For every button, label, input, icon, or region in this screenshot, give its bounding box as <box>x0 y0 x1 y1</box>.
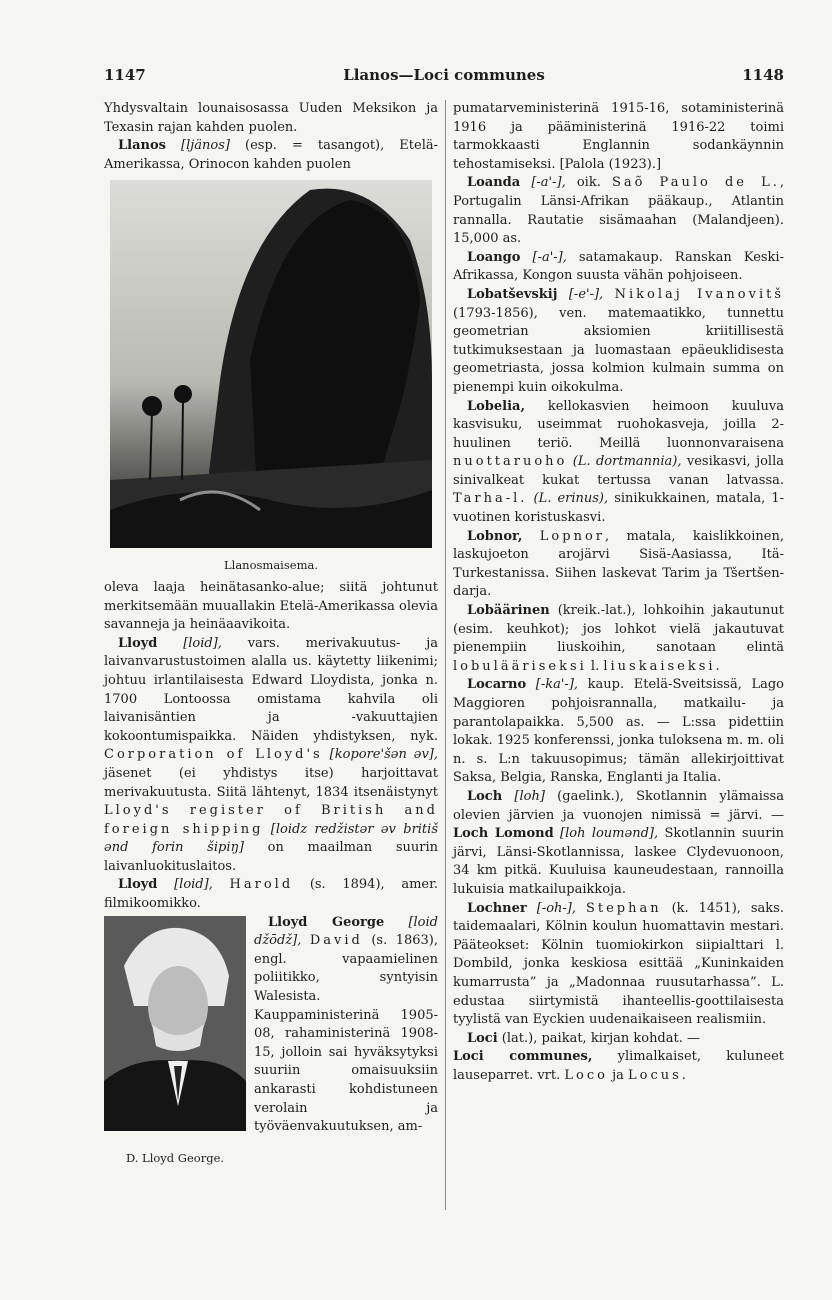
spaced-term: Lopnor <box>539 528 605 544</box>
headword: Lobelia, <box>467 398 525 414</box>
pronunciation: [kopore'šən əv], <box>322 747 438 763</box>
pronunciation: [-oh-], <box>536 900 576 916</box>
entry-text: (esp. = tasangot), Etelä-Amerikassa, Orinocon kahden puolen <box>104 138 438 172</box>
entry-lobaarinen <box>453 602 784 676</box>
pronunciation: [loh loumənd], <box>553 826 659 842</box>
spaced-term: Stephan <box>585 900 662 916</box>
entry-text: kaup. Etelä-Sveitsissä, Lago Maggioren pohjoisrannalla, matkailu- ja parantolapaikka. 5,500 as. — L:ssa pidettiin lokak. 1925 konferenssi, jonka tuloksena m. m. oli n. s. L:n takuusopimus; tämän allekirjoittivat Saksa, Belgia, Ranska, Englanti ja Italia. <box>453 677 784 786</box>
entry-text: , matala, kaislikkoinen, laskujoeton arojärvi Sisä-Aasiassa, Itä-Turkestanissa. Siihen laskevat Tarim ja Tšertšen-darja. <box>453 528 784 600</box>
entry-text: (gaelink.), Skotlannin ylämaissa olevien järvien ja vuonojen nimissä = järvi. — <box>453 788 784 823</box>
entry-lloyd <box>104 635 438 877</box>
headword: Lochner <box>467 900 527 916</box>
entry-text: (s. 1863), engl. vapaamielinen poliitikko, syntyisin Walesista. Kauppaministerinä 1905-08, rahaministerinä 1908-15, jolloin sai hyväksytyksi suuriin omaisuuksiin ankarasti kohdistuneen verolain ja työväenvakuutuksen, am- <box>254 933 438 1135</box>
spaced-term: Lloyd's register of British and foreign shipping <box>104 803 438 837</box>
headword: Lobäärinen <box>467 603 550 619</box>
entry-text: vesikasvi, jolla sinivalkeat kukat tertussa vanan latvassa. <box>453 454 784 488</box>
entry-loango <box>453 249 784 286</box>
spaced-term: Corporation of Lloyd's <box>104 747 323 763</box>
entry-text: (k. 1451), saks. taidemaalari, Kölnin koulun huomattavin mestari. Pääteokset: Kölnin tuomiokirkon siipialttari l. Dombild, jonka keskiosa esittää „Kuninkaiden kumarrusta” ja „Madonnaa ruusutarhassa”. L. edustaa siirtymistä ihanteellis-goottilaisesta tyylistä van Eyckien uudenaikaiseen realismiin. <box>453 900 784 1028</box>
column-divider <box>445 100 446 1210</box>
pronunciation: [loid], <box>183 635 222 651</box>
entry-continuation: pumatarveministerinä 1915-16, sotaministerinä 1916 ja pääministerinä 1916-22 toimi tarmokkaasti Englannin sodankäynnin tehostamiseksi. [Palola (1923).] <box>453 101 784 172</box>
headword: Loanda <box>467 175 521 191</box>
entry-loci <box>453 1030 784 1049</box>
pronunciation: [-a'-], <box>531 175 566 191</box>
entry-lobnor <box>453 528 784 602</box>
spaced-term: Harold <box>229 877 294 893</box>
page-header <box>104 66 784 90</box>
latin-name: (L. dortmannia), <box>567 454 682 470</box>
entry-text: ja <box>607 1067 629 1083</box>
entry-text: vars. merivakuutus- ja laivanvarustustoimen alalla us. käytetty liikenimi; johtuu irlantilaisesta Edward Lloydista, jonka n. 1700 Lontoossa omistama kahvila oli laivanisäntien ja -vakuuttajien kokoontumispaikka. Näiden yhdistyksen, nyk. <box>104 635 438 744</box>
headword: Locarno <box>467 677 527 693</box>
figure-caption: D. Lloyd George. <box>125 1150 225 1165</box>
spaced-term: David <box>309 933 363 949</box>
headword: Loch Lomond <box>453 826 554 842</box>
headword: Loch <box>467 788 503 804</box>
entry-harold-lloyd <box>104 876 438 913</box>
pronunciation: [-e'-], <box>568 286 604 302</box>
headword: Loci communes, <box>453 1049 593 1065</box>
headword: Lloyd <box>118 877 158 893</box>
entry-llanos <box>104 137 438 174</box>
spaced-term: liuskaiseksi. <box>603 658 723 674</box>
figure-caption: Llanosmaisema. <box>224 558 318 573</box>
spaced-term: Tarha-l. <box>453 491 528 507</box>
pronunciation: [loid džōdž], <box>254 914 438 949</box>
entry-text: sinikukkainen, matala, 1-vuotinen koristuskasvi. <box>453 491 784 526</box>
entry-text: (kreik.-lat.), lohkoihin jakautunut (esim. keuhkot); jos lohkot vielä jakautuvat pienempiin liuskoihin, sanotaan elintä <box>453 603 784 656</box>
headword: Lloyd George <box>268 914 385 930</box>
right-page-number: 1148 <box>742 66 784 84</box>
pronunciation: [-a'-], <box>532 249 567 265</box>
latin-name: (L. erinus), <box>527 491 609 507</box>
spaced-term: Saõ Paulo de L. <box>611 175 780 191</box>
headword: Lobatševskij <box>467 286 558 302</box>
entry-text: ylimalkaiset, kuluneet lauseparret. vrt. <box>453 1049 785 1083</box>
running-title: Llanos—Loci communes <box>343 66 545 84</box>
entry-continuation: oleva laaja heinätasanko-alue; siitä johtunut merkitsemään muuallakin Etelä-Amerikassa olevia savanneja ja heinäaavikoita. <box>104 579 438 633</box>
lloyd-george-section <box>104 876 439 1165</box>
entry-text: (1793-1856), ven. matemaatikko, tunnettu geometrian aksiomien kriitillisestä tutkimuksestaan ja luomastaan epäeuklidisesta geometriasta, jossa kolmion kulmain summa on pienempi kuin oikokulma. <box>453 305 784 395</box>
headword: Loci <box>467 1030 498 1046</box>
pronunciation: [loh] <box>514 788 545 804</box>
pronunciation: [loidz redžistər əv britiš ənd forin šipiŋ] <box>104 821 438 856</box>
lloyd-george-portrait <box>104 916 246 1131</box>
entry-loch <box>453 788 784 900</box>
entry-loci-communes <box>453 1048 784 1085</box>
spaced-term: Loco <box>564 1067 608 1083</box>
headword: Lobnor, <box>467 528 523 544</box>
pronunciation: [loid], <box>174 877 213 893</box>
headword: Lloyd <box>118 635 158 651</box>
entry-lochner <box>453 900 784 1030</box>
figure-lloyd-george <box>104 916 246 1168</box>
entry-text: satamakaup. Ranskan Keski-Afrikassa, Kongon suusta vähän pohjoiseen. <box>453 249 784 284</box>
entry-text: l. <box>586 658 604 674</box>
left-page-number: 1147 <box>104 66 146 84</box>
entry-text: (s. 1894), amer. filmikoomikko. <box>104 877 439 912</box>
entry-text: Skotlannin suurin järvi, Länsi-Skotlannissa, laskee Clydevuonoon, 34 km pitkä. Kuuluisa kauneudestaan, rannoilla lukuisia matkailupaikkoja. <box>453 826 784 897</box>
pronunciation: [-ka'-], <box>535 677 579 693</box>
entry-lobatsevskij <box>453 286 784 398</box>
entry-continuation: Yhdysvaltain lounaisosassa Uuden Meksikon ja Texasin rajan kahden puolen. <box>104 101 438 135</box>
left-column <box>104 100 438 1169</box>
right-column <box>453 100 784 1085</box>
entry-text: oik. <box>565 175 612 191</box>
headword: Llanos <box>118 138 166 154</box>
entry-locarno <box>453 676 784 788</box>
spaced-term: Locus. <box>628 1067 689 1083</box>
entry-lobelia <box>453 398 784 528</box>
spaced-term: nuottaruoho <box>453 454 568 470</box>
figure-llanos <box>104 180 438 575</box>
spaced-term: lobulääriseksi <box>453 658 587 674</box>
spaced-term: Nikolaj Ivanovitš <box>614 286 784 302</box>
entry-loanda <box>453 174 784 248</box>
entry-text: on maailman suurin laivanluokituslaitos. <box>104 840 438 874</box>
llanos-landscape-photo <box>110 180 432 548</box>
pronunciation: [ljänos] <box>181 138 230 154</box>
entry-text: , Portugalin Länsi-Afrikan pääkaup., Atlantin rannalla. Rautatie sisämaahan (Malandjeen). 15,000 as. <box>453 175 784 247</box>
headword: Loango <box>467 249 521 265</box>
entry-text: kellokasvien heimoon kuuluva kasvisuku, useimmat ruohokasveja, joilla 2-huulinen teriö. Meillä luonnonvaraisena <box>453 398 784 451</box>
entry-text: (lat.), paikat, kirjan kohdat. — <box>497 1030 700 1046</box>
entry-text: jäsenet (ei yhdistys itse) harjoittavat merivakuutusta. Siitä lähtenyt, 1834 itsenäistynyt <box>104 765 438 800</box>
